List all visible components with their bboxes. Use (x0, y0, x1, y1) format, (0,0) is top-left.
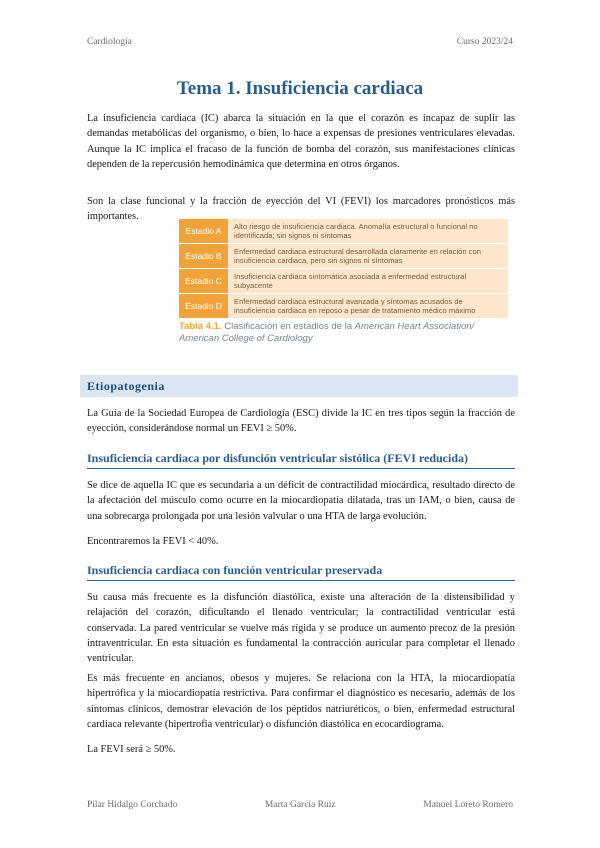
intro-paragraph: La insuficiencia cardiaca (IC) abarca la situación en la que el corazón es incapaz de suplir las demandas metabólicas del organismo, o bien, lo hace a expensas de presiones ventriculares elevadas. Aunque la IC implica el fracaso de la función de bomba del corazón, sus manifestaciones clínicas dependen de la repercusión hemodinámica que determina en otros órganos. (87, 113, 515, 170)
stage-description: Alto riesgo de insuficiencia cardiaca. Anomalía estructural o funcional no identificada; sin signos ni síntomas (228, 219, 508, 243)
preserved-paragraph-3: La FEVI será ≥ 50%. (87, 744, 176, 755)
table-caption-source: American Heart Association/ American College of Cardiology (179, 321, 475, 344)
stage-description: Enfermedad cardiaca estructural desarrollada claramente en relación con insuficiencia cardiaca, pero sin signos ni síntomas (228, 244, 508, 268)
header-subject: Cardiología (87, 37, 132, 47)
subsection-heading-reduced: Insuficiencia cardiaca por disfunción ventricular sistólica (FEVI reducida) (87, 451, 515, 469)
page-footer (87, 800, 513, 810)
stage-description: Enfermedad cardiaca estructural avanzada y síntomas acusados de insuficiencia cardiaca en reposo a pesar de tratamiento médico máximo (228, 294, 508, 318)
stage-row (179, 244, 508, 268)
stage-label: Estadio B (179, 244, 228, 268)
preserved-paragraph-2: Es más frecuente en ancianos, obesos y mujeres. Se relaciona con la HTA, la miocardiopatía hipertrófica y la miocardiopatía restrictiva. Para confirmar el diagnóstico es necesario, además de los síntomas clínicos, demostrar elevación de los péptidos natriuréticos, o bien, enfermedad estructural cardiaca relevante (hipertrofia ventricular) o disfunción diastólica en ecocardiograma. (87, 673, 515, 730)
table-caption (179, 321, 508, 345)
footer-author-2: Marta García Ruiz (264, 800, 336, 810)
stage-label: Estadio C (179, 269, 228, 293)
stages-table (179, 219, 508, 345)
intro-paragraph-2: Son la clase funcional y la fracción de eyección del VI (FEVI) los marcadores pronósticos más importantes. (87, 196, 515, 223)
reduced-paragraph-2: Encontraremos la FEVI < 40%. (87, 536, 219, 547)
table-caption-text: Clasificación en estadios de la (224, 321, 353, 332)
stage-label: Estadio A (179, 219, 228, 243)
stage-label: Estadio D (179, 294, 228, 318)
footer-author-1: Pilar Hidalgo Corchado (87, 800, 178, 810)
stage-row (179, 294, 508, 318)
section-heading-etiopatogenia: Etiopatogenia (80, 375, 518, 397)
subsection-heading-preserved: Insuficiencia cardiaca con función ventricular preservada (87, 563, 515, 581)
etiopatogenia-paragraph: La Guía de la Sociedad Europea de Cardiología (ESC) divide la IC en tres tipos según la fracción de eyección, considerándose normal un FEVI ≥ 50%. (87, 408, 515, 435)
stage-description: Insuficiencia cardiaca sintomática asociada a enfermedad estructural subyacente (228, 269, 508, 293)
header-course: Curso 2023/24 (456, 37, 513, 47)
reduced-paragraph: Se dice de aquella IC que es secundaria a un déficit de contractilidad miocárdica, resultado directo de la afectación del músculo como ocurre en la miocardiopatía dilatada, tras un IAM, o bien, causa de una sobrecarga prolongada por una lesión valvular o una HTA de larga evolución. (87, 480, 515, 522)
page-header (87, 37, 513, 47)
stage-row (179, 269, 508, 293)
footer-author-3: Manuel Loreto Romero (423, 800, 513, 810)
stage-row (179, 219, 508, 243)
preserved-paragraph: Su causa más frecuente es la disfunción diastólica, existe una alteración de la distensibilidad y relajación del corazón, dificultando el llenado ventricular; la contractilidad ventricular está conservada. La pared ventricular se vuelve más rígida y se produce un aumento precoz de la presión intraventricular. En esta situación es fundamental la contracción auricular para completar el llenado ventricular. (87, 592, 515, 665)
page-title: Tema 1. Insuficiencia cardiaca (176, 78, 424, 99)
table-caption-label: Tabla 4.1. (179, 321, 222, 332)
